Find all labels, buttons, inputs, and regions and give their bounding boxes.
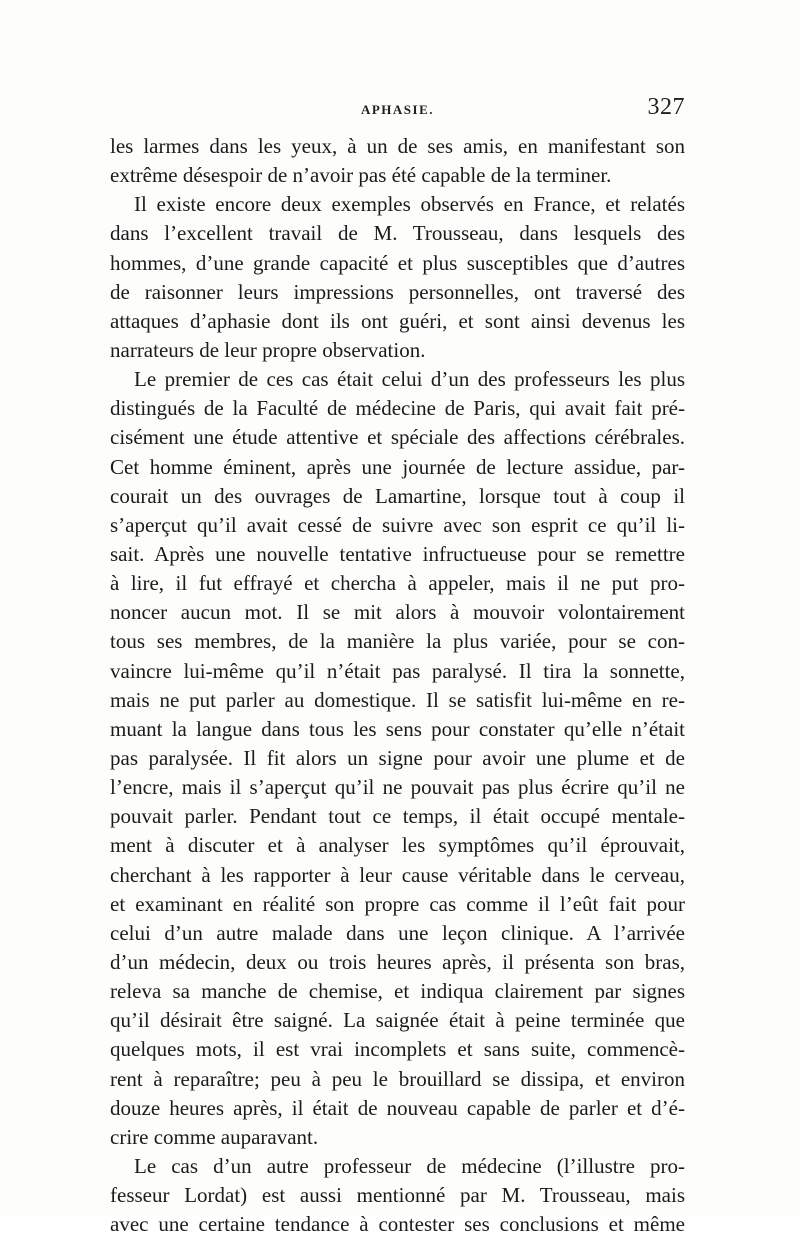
text-line: attaques d’aphasie dont ils ont guéri, et sont ainsi devenus les <box>110 308 685 333</box>
text-line: douze heures après, il était de nouveau capable de parler et d’é- <box>110 1095 685 1120</box>
text-line: distingués de la Faculté de médecine de Paris, qui avait fait pré- <box>110 396 685 421</box>
text-line: courait un des ouvrages de Lamartine, lorsque tout à coup il <box>110 483 685 508</box>
text-line: et examinant en réalité son propre cas comme il l’eût fait pour <box>110 891 685 916</box>
text-line: muant la langue dans tous les sens pour constater qu’elle n’était <box>110 716 685 741</box>
text-line: rent à reparaître; peu à peu le brouillard se dissipa, et environ <box>110 1066 685 1091</box>
text-line: avec une certaine tendance à contester ses conclusions et même <box>110 1212 685 1237</box>
text-line: dans l’excellent travail de M. Trousseau, dans lesquels des <box>110 221 685 246</box>
text-line: sait. Après une nouvelle tentative infructueuse pour se remettre <box>110 541 685 566</box>
text-line: vaincre lui-même qu’il n’était pas paralysé. Il tira la sonnette, <box>110 658 685 683</box>
text-line: fesseur Lordat) est aussi mentionné par M. Trousseau, mais <box>110 1183 685 1208</box>
text-line: pouvait parler. Pendant tout ce temps, il était occupé mentale- <box>110 804 685 829</box>
text-line: Il existe encore deux exemples observés en France, et relatés <box>134 192 685 217</box>
page-number: 327 <box>647 94 685 120</box>
text-line: mais ne put parler au domestique. Il se satisfit lui-même en re- <box>110 687 685 712</box>
text-line: s’aperçut qu’il avait cessé de suivre avec son esprit ce qu’il li- <box>110 512 685 537</box>
text-line: narrateurs de leur propre observation. <box>110 337 426 362</box>
text-line: quelques mots, il est vrai incomplets et sans suite, commencè- <box>110 1037 685 1062</box>
text-line: cisément une étude attentive et spéciale des affections cérébrales. <box>110 425 685 450</box>
text-line: pas paralysée. Il fit alors un signe pour avoir une plume et de <box>110 745 685 770</box>
text-line: cherchant à les rapporter à leur cause véritable dans le cerveau, <box>110 862 685 887</box>
text-line: à lire, il fut effrayé et chercha à appeler, mais il ne put pro- <box>110 571 685 596</box>
text-line: d’un médecin, deux ou trois heures après, il présenta son bras, <box>110 949 685 974</box>
text-line: Le premier de ces cas était celui d’un des professeurs les plus <box>134 367 685 392</box>
running-title: APHASIE. <box>360 102 435 117</box>
text-line: Le cas d’un autre professeur de médecine (l’illustre pro- <box>134 1153 685 1178</box>
body-text <box>110 132 685 1239</box>
text-line: celui d’un autre malade dans une leçon clinique. A l’arrivée <box>110 920 685 945</box>
text-line: tous ses membres, de la manière la plus variée, pour se con- <box>110 629 685 654</box>
text-line: hommes, d’une grande capacité et plus susceptibles que d’autres <box>110 250 685 275</box>
text-line: releva sa manche de chemise, et indiqua clairement par signes <box>110 979 685 1004</box>
text-line: qu’il désirait être saigné. La saignée était à peine terminée que <box>110 1008 685 1033</box>
text-line: les larmes dans les yeux, à un de ses amis, en manifestant son <box>110 134 685 158</box>
text-line: extrême désespoir de n’avoir pas été capable de la terminer. <box>110 163 612 188</box>
text-line: noncer aucun mot. Il se mit alors à mouvoir volontairement <box>110 600 685 625</box>
running-head <box>110 92 685 122</box>
text-line: l’encre, mais il s’aperçut qu’il ne pouvait pas plus écrire qu’il ne <box>110 775 685 800</box>
text-line: Cet homme éminent, après une journée de lecture assidue, par- <box>110 454 685 479</box>
text-line: ment à discuter et à analyser les symptômes qu’il éprouvait, <box>110 833 685 858</box>
text-line: de raisonner leurs impressions personnelles, ont traversé des <box>110 279 685 304</box>
text-line: crire comme auparavant. <box>110 1124 319 1149</box>
